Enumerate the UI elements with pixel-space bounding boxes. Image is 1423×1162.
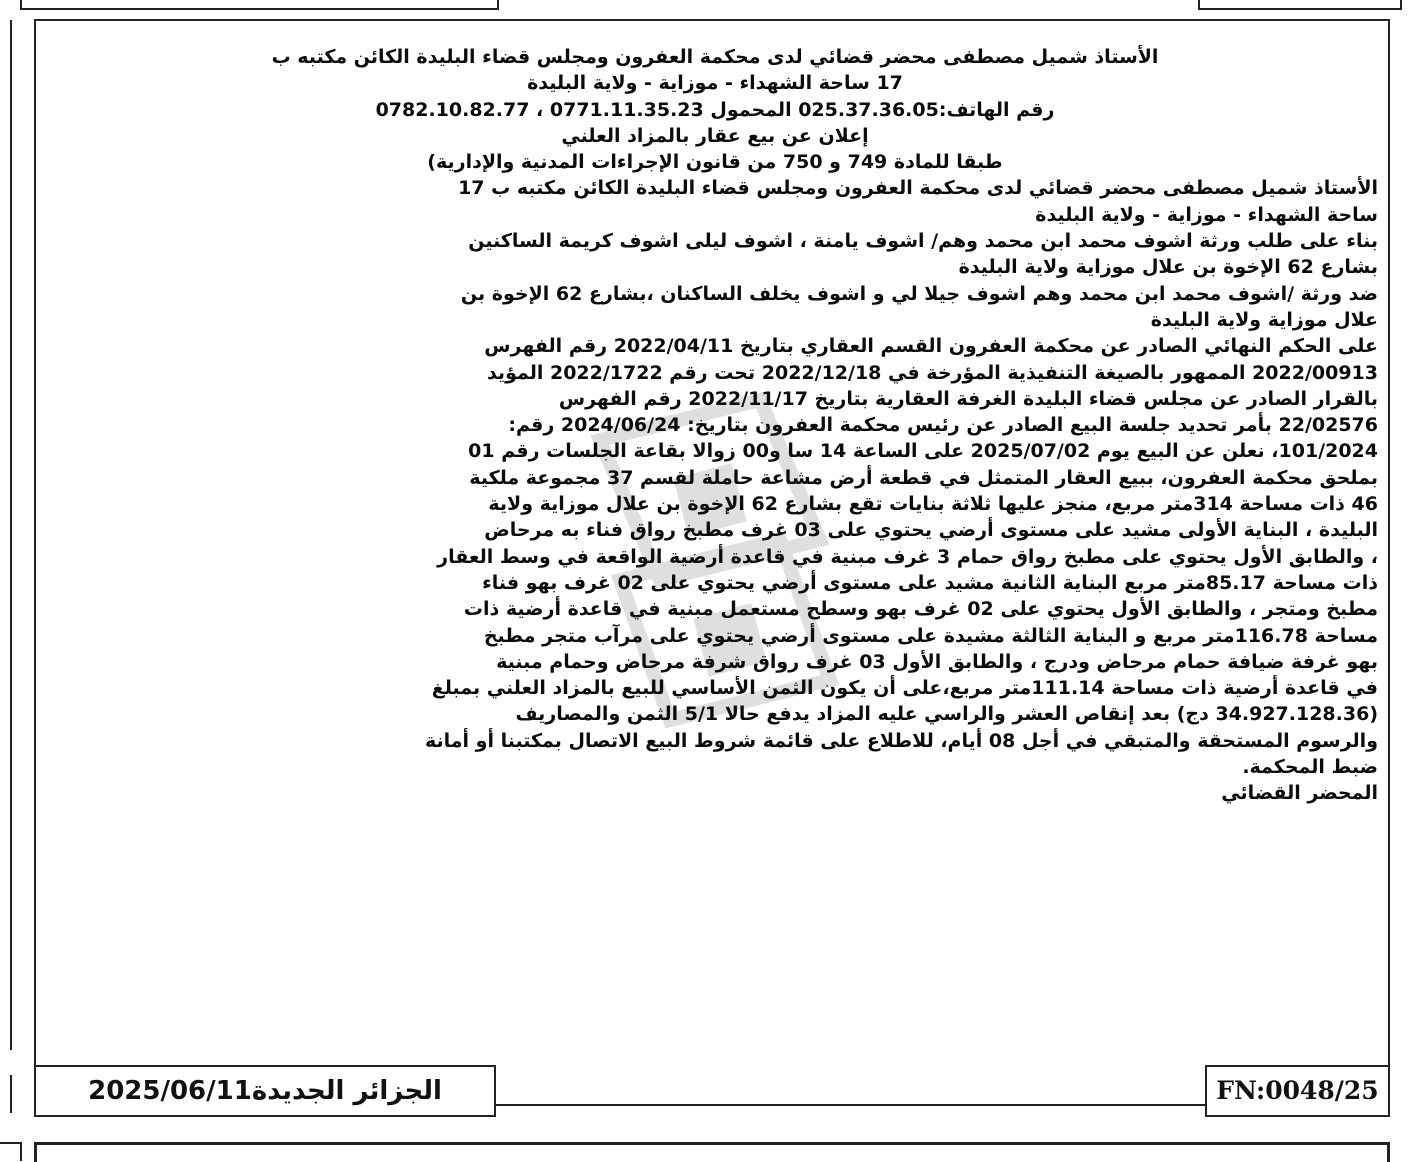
body-line: 46 ذات مساحة 314متر مربع، منجز عليها ثلاثة بنايات تقع بشارع 62 الإخوة بن علال موزاية ولاية (488, 493, 1378, 516)
header-phone: رقم الهاتف:025.37.36.05 المحمول 0771.11.35.23 ، 0782.10.82.77 (375, 98, 1055, 121)
body-line: على الحكم النهائي الصادر عن محكمة العفرون القسم العقاري بتاريخ 2022/04/11 رقم الفهرس (484, 335, 1378, 358)
body-line: بشارع 62 الإخوة بن علال موزاية ولاية البليدة (958, 256, 1378, 279)
body-line: بملحق محكمة العفرون، ببيع العقار المتمثل في قطعة أرض مشاعة حاملة لقسم 37 مجموعة ملكية (469, 466, 1378, 489)
notice-title: إعلان عن بيع عقار بالمزاد العلني (561, 124, 869, 147)
body-line: البليدة ، البناية الأولى مشيد على مستوى أرضي يحتوي على 03 غرف مطبخ رواق فناء به مرحاض (484, 519, 1378, 542)
body-line: 101/2024، نعلن عن البيع يوم 2025/07/02 على الساعة 14 سا و00 زوالا بقاعة الجلسات رقم 01 (468, 440, 1378, 463)
left-column-rule (0, 20, 12, 1050)
notice-text (52, 44, 1378, 807)
header-line-2: 17 ساحة الشهداء - موزاية - ولاية البليدة (527, 72, 903, 95)
body-line: بناء على طلب ورثة اشوف محمد ابن محمد وهم/ اشوف يامنة ، اشوف ليلى اشوف كريمة الساكنين (468, 230, 1378, 253)
bottom-left-stub (0, 1142, 22, 1161)
legal-basis: طبقا للمادة 749 و 750 من قانون الإجراءات المدنية والإدارية) (427, 151, 1003, 174)
body-line: مطبخ ومتجر ، والطابق الأول يحتوي على 02 غرف بهو وسطح مستعمل مبنية في قاعدة أرضية ذات (463, 598, 1378, 621)
bottom-next-notice-frame (0, 1134, 1423, 1159)
top-frame-strip-left (20, 0, 499, 10)
newspaper-date-box: الجزائر الجديدة2025/06/11 (34, 1065, 496, 1117)
body-line: ذات مساحة 85.17متر مربع البناية الثانية مشيد على مستوى أرضي يحتوي على 02 غرف بهو فناء (482, 571, 1378, 594)
body-line: ، والطابق الأول يحتوي على مطبخ رواق حمام 3 غرف مبنية في قاعدة أرضية الواقعة في وسط العقار (437, 545, 1378, 568)
body-line: في قاعدة أرضية ذات مساحة 111.14متر مربع،على أن يكون الثمن الأساسي للبيع بالمزاد العلني بمبلغ (431, 677, 1378, 700)
body-line: الأستاذ شميل مصطفى محضر قضائي لدى محكمة العفرون ومجلس قضاء البليدة الكائن مكتبه ب 17 (458, 177, 1378, 200)
next-notice-top-border (34, 1142, 1390, 1162)
body-line: ضد ورثة /اشوف محمد ابن محمد وهم اشوف جيلا لي و اشوف يخلف الساكنان ،بشارع 62 الإخوة بن (460, 282, 1378, 305)
top-frame-strip-right (1198, 0, 1402, 10)
body-line: علال موزاية ولاية البليدة (1150, 308, 1378, 331)
body-line: مساحة 116.78متر مربع و البناية الثالثة مشيدة على مستوى أرضي يحتوي على مرآب متجر مطبخ (483, 624, 1378, 647)
header-line-1: الأستاذ شميل مصطفى محضر قضائي لدى محكمة العفرون ومجلس قضاء البليدة الكائن مكتبه ب (271, 46, 1159, 68)
file-number-box: FN:0048/25 (1205, 1065, 1390, 1117)
body-line: والرسوم المستحقة والمتبقي في أجل 08 أيام، للاطلاع على قائمة شروط البيع الاتصال بمكتبنا أو أمانة (424, 729, 1378, 752)
body-line: 22/02576 بأمر تحديد جلسة البيع الصادر عن رئيس محكمة العفرون بتاريخ: 2024/06/24 رقم: (508, 414, 1378, 437)
body-line: بالقرار الصادر عن مجلس قضاء البليدة الغرفة العقارية بتاريخ 2022/11/17 رقم الفهرس (558, 387, 1378, 410)
signature: المحضر القضائي (1221, 782, 1378, 805)
body-line: بهو غرفة ضيافة حمام مرحاض ودرج ، والطابق الأول 03 غرف رواق شرفة مرحاض وحمام مبنية (496, 650, 1378, 673)
left-column-rule-lower (0, 1075, 12, 1113)
body-line: 2022/00913 الممهور بالصيغة التنفيذية المؤرخة في 2022/12/18 تحت رقم 2022/1722 المؤيد (486, 361, 1378, 384)
body-line: ضبط المحكمة. (1242, 756, 1378, 779)
body-line: ساحة الشهداء - موزاية - ولاية البليدة (1035, 203, 1378, 226)
body-line: (34.927.128.36 دج) بعد إنقاص العشر والراسي عليه المزاد يدفع حالا 5/1 الثمن والمصاريف (515, 703, 1378, 726)
